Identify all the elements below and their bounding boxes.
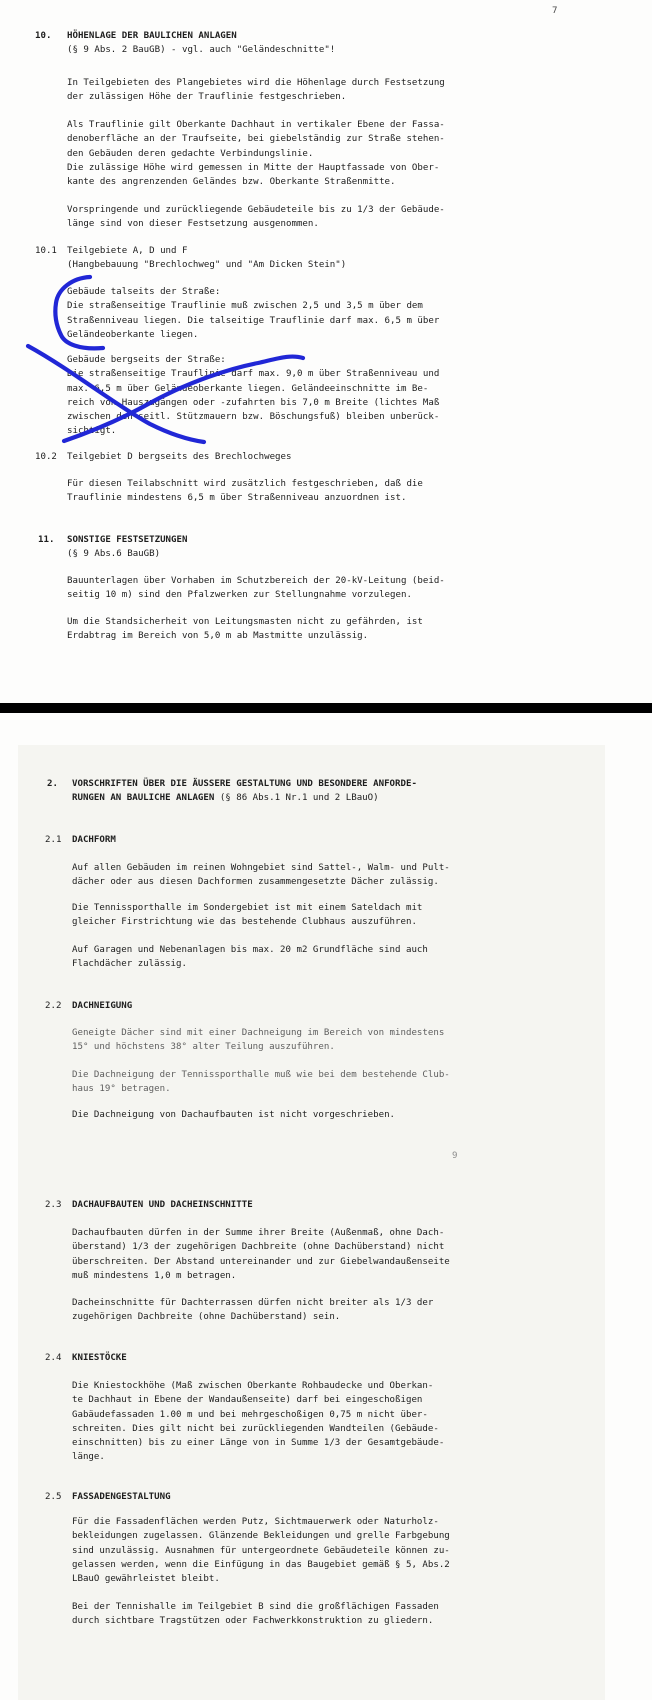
section-10-subtitle: (§ 9 Abs. 2 BauGB) - vgl. auch "Geländeschnitte"! — [67, 45, 336, 55]
section-11-title: SONSTIGE FESTSETZUNGEN — [67, 535, 188, 545]
text-line: Bauunterlagen über Vorhaben im Schutzbereich der 20-kV-Leitung (beid- — [67, 576, 445, 586]
paragraph-dachform-3 — [72, 943, 428, 972]
paragraph-bergseits — [67, 353, 439, 439]
text-line: bekleidungen zugelassen. Glänzende Bekleidungen und grelle Farbgebung — [72, 1531, 450, 1542]
text-line: Gebäude talseits der Straße: — [67, 287, 221, 297]
text-line: Geneigte Dächer sind mit einer Dachneigung im Bereich von mindestens — [72, 1028, 445, 1038]
text-line: Gebäude bergseits der Straße: — [67, 355, 226, 365]
text-line: Dachaufbauten dürfen in der Summe ihrer Breite (Außenmaß, ohne Dach- — [72, 1228, 445, 1238]
section-2-3-num: 2.3 — [45, 1200, 62, 1210]
paragraph-fassaden-1 — [72, 1515, 450, 1586]
text-line: reich von Hauszugängen oder -zufahrten bis 7,0 m Breite (lichtes Maß — [67, 397, 440, 408]
section-10-1-num: 10.1 — [35, 246, 57, 256]
paragraph-teilabschnitt — [67, 477, 423, 506]
section-10-1-subtitle: (Hangbebauung "Brechlochweg" und "Am Dicken Stein") — [67, 260, 347, 270]
text-line: max. 6,5 m über Geländeoberkante liegen. Geländeeinschnitte im Be- — [67, 383, 429, 394]
paragraph-dachaufbauten-1 — [72, 1226, 450, 1283]
paragraph-vorspringende — [67, 203, 445, 232]
text-line: sichtigt. — [67, 426, 117, 437]
text-line: te Dachhaut in Ebene der Wandaußenseite) darf bei eingeschoßigen — [72, 1395, 423, 1406]
text-line: Die Dachneigung der Tennissporthalle muß wie bei dem bestehende Club- — [72, 1070, 450, 1080]
section-11-subtitle: (§ 9 Abs.6 BauGB) — [67, 549, 161, 559]
section-2-2-title: DACHNEIGUNG — [72, 1001, 133, 1011]
section-2-5-title: FASSADENGESTALTUNG — [72, 1492, 171, 1502]
section-2-num: 2. — [47, 779, 58, 789]
paragraph-dachform-1 — [72, 861, 450, 890]
section-2-title-line1: VORSCHRIFTEN ÜBER DIE ÄUSSERE GESTALTUNG UND BESONDERE ANFORDE- — [72, 779, 417, 789]
text-line: haus 19° betragen. — [72, 1084, 171, 1095]
paragraph-dachaufbauten-2 — [72, 1296, 433, 1325]
text-line: dächer oder aus diesen Dachformen zusammengesetzte Dächer zulässig. — [72, 877, 439, 888]
text-line: länge sind von dieser Festsetzung ausgenommen. — [67, 219, 319, 230]
paragraph-talseits — [67, 285, 439, 342]
text-line: Auf allen Gebäuden im reinen Wohngebiet sind Sattel-, Walm- und Pult- — [72, 863, 450, 873]
paragraph-dachneigung-2 — [72, 1068, 450, 1097]
text-line: Erdabtrag im Bereich von 5,0 m ab Mastmitte unzulässig. — [67, 631, 369, 642]
section-2-3-title: DACHAUFBAUTEN UND DACHEINSCHNITTE — [72, 1200, 253, 1210]
text-line: Für diesen Teilabschnitt wird zusätzlich festgeschrieben, daß die — [67, 479, 423, 489]
text-line: denoberfläche an der Traufseite, bei giebelständig zur Straße stehen- — [67, 134, 445, 145]
text-line: der zulässigen Höhe der Trauflinie festgeschrieben. — [67, 92, 347, 103]
paragraph-hoehenlage-1 — [67, 76, 445, 105]
paragraph-dachform-2 — [72, 901, 422, 930]
text-line: Die straßenseitige Trauflinie muß zwischen 2,5 und 3,5 m über dem — [67, 301, 423, 312]
section-2-1-title: DACHFORM — [72, 835, 116, 845]
section-2-4-title: KNIESTÖCKE — [72, 1353, 127, 1363]
text-line: Bei der Tennishalle im Teilgebiet B sind die großflächigen Fassaden — [72, 1602, 439, 1612]
text-line: Vorspringende und zurückliegende Gebäudeteile bis zu 1/3 der Gebäude- — [67, 205, 445, 215]
page-2-number: 9 — [452, 1151, 458, 1161]
text-line: sind unzulässig. Ausnahmen für untergeordnete Gebäudeteile können zu- — [72, 1545, 450, 1556]
text-line: Auf Garagen und Nebenanlagen bis max. 20 m2 Grundfläche sind auch — [72, 945, 428, 955]
text-line: 15° und höchstens 38° alter Teilung auszuführen. — [72, 1042, 335, 1053]
section-10-1-title: Teilgebiete A, D und F — [67, 246, 188, 256]
section-2-title-line2-bold: RUNGEN AN BAULICHE ANLAGEN — [72, 793, 220, 803]
text-line: schreiten. Dies gilt nicht bei zurückliegenden Wandteilen (Gebäude- — [72, 1423, 439, 1434]
text-line: länge. — [72, 1452, 105, 1463]
page-1-number: 7 — [552, 6, 558, 16]
text-line: zugehörigen Dachbreite (ohne Dachüberstand) sein. — [72, 1312, 341, 1323]
text-line: durch sichtbare Tragstützen oder Fachwerkkonstruktion zu gliedern. — [72, 1616, 434, 1627]
text-line: überstand) 1/3 der zugehörigen Dachbreite (ohne Dachüberstand) nicht — [72, 1242, 445, 1253]
text-line: Straßenniveau liegen. Die talseitige Trauflinie darf max. 6,5 m über — [67, 315, 440, 326]
section-2-1-num: 2.1 — [45, 835, 62, 845]
text-line: In Teilgebieten des Plangebietes wird die Höhenlage durch Festsetzung — [67, 78, 445, 88]
paragraph-kniestoecke — [72, 1379, 444, 1465]
text-line: Trauflinie mindestens 6,5 m über Straßenniveau anzuordnen ist. — [67, 493, 407, 504]
text-line: gleicher Firstrichtung wie das bestehende Clubhaus auszuführen. — [72, 917, 417, 928]
text-line: Flachdächer zulässig. — [72, 959, 187, 970]
text-line: LBauO gewährleistet bleibt. — [72, 1574, 220, 1585]
text-line: zwischen den seitl. Stützmauern bzw. Böschungsfuß) bleiben unberück- — [67, 412, 440, 423]
section-10-2-num: 10.2 — [35, 452, 57, 462]
text-line: muß mindestens 1,0 m betragen. — [72, 1270, 237, 1281]
text-line: überschreiten. Der Abstand untereinander und zur Giebelwandaußenseite — [72, 1256, 450, 1267]
section-10-title: HÖHENLAGE DER BAULICHEN ANLAGEN — [67, 31, 237, 41]
text-line: den Gebäuden deren gedachte Verbindungslinie. — [67, 148, 314, 159]
section-2-title-line2-normal: (§ 86 Abs.1 Nr.1 und 2 LBauO) — [219, 793, 379, 803]
paragraph-dachneigung-1 — [72, 1026, 444, 1055]
paragraph-bauunterlagen — [67, 574, 445, 603]
section-11-num: 11. — [38, 535, 55, 545]
section-10-2-title: Teilgebiet D bergseits des Brechlochweges — [67, 452, 292, 462]
paragraph-dachneigung-3 — [72, 1108, 395, 1122]
paragraph-standsicherheit — [67, 615, 423, 644]
section-2-title-line2 — [72, 791, 379, 805]
text-line: Die Tennissporthalle im Sondergebiet ist mit einem Sateldach mit — [72, 903, 423, 913]
paragraph-trauflinie-def — [67, 118, 445, 189]
paragraph-fassaden-2 — [72, 1600, 439, 1629]
section-2-2-num: 2.2 — [45, 1001, 62, 1011]
text-line: einschnitten) bis zu einer Länge von in Summe 1/3 der Gesamtgebäude- — [72, 1438, 445, 1449]
text-line: Die zulässige Höhe wird gemessen in Mitte der Hauptfassade von Ober- — [67, 162, 440, 173]
text-line: Für die Fassadenflächen werden Putz, Sichtmauerwerk oder Naturholz- — [72, 1517, 439, 1527]
text-line: kante des angrenzenden Geländes bzw. Oberkante Straßenmitte. — [67, 177, 396, 188]
text-line: Gabäudefassaden 1.00 m und bei mehrgeschoßigen 0,75 m nicht über- — [72, 1409, 428, 1420]
text-line: Geländeoberkante liegen. — [67, 329, 199, 340]
section-10-num: 10. — [35, 31, 52, 41]
page-divider-bar — [0, 703, 652, 713]
section-2-4-num: 2.4 — [45, 1353, 62, 1363]
text-line: Die straßenseitige Trauflinie darf max. 9,0 m über Straßenniveau und — [67, 369, 440, 380]
text-line: Als Trauflinie gilt Oberkante Dachhaut in vertikaler Ebene der Fassa- — [67, 120, 445, 130]
text-line: seitig 10 m) sind den Pfalzwerken zur Stellungnahme vorzulegen. — [67, 590, 412, 601]
text-line: Dacheinschnitte für Dachterrassen dürfen nicht breiter als 1/3 der — [72, 1298, 434, 1308]
text-line: Um die Standsicherheit von Leitungsmasten nicht zu gefährden, ist — [67, 617, 423, 627]
section-2-5-num: 2.5 — [45, 1492, 62, 1502]
text-line: Die Kniestockhöhe (Maß zwischen Oberkante Rohbaudecke und Oberkan- — [72, 1381, 434, 1391]
text-line: Die Dachneigung von Dachaufbauten ist nicht vorgeschrieben. — [72, 1110, 396, 1120]
text-line: gelassen werden, wenn die Einfügung in das Baugebiet gemäß § 5, Abs.2 — [72, 1559, 450, 1570]
